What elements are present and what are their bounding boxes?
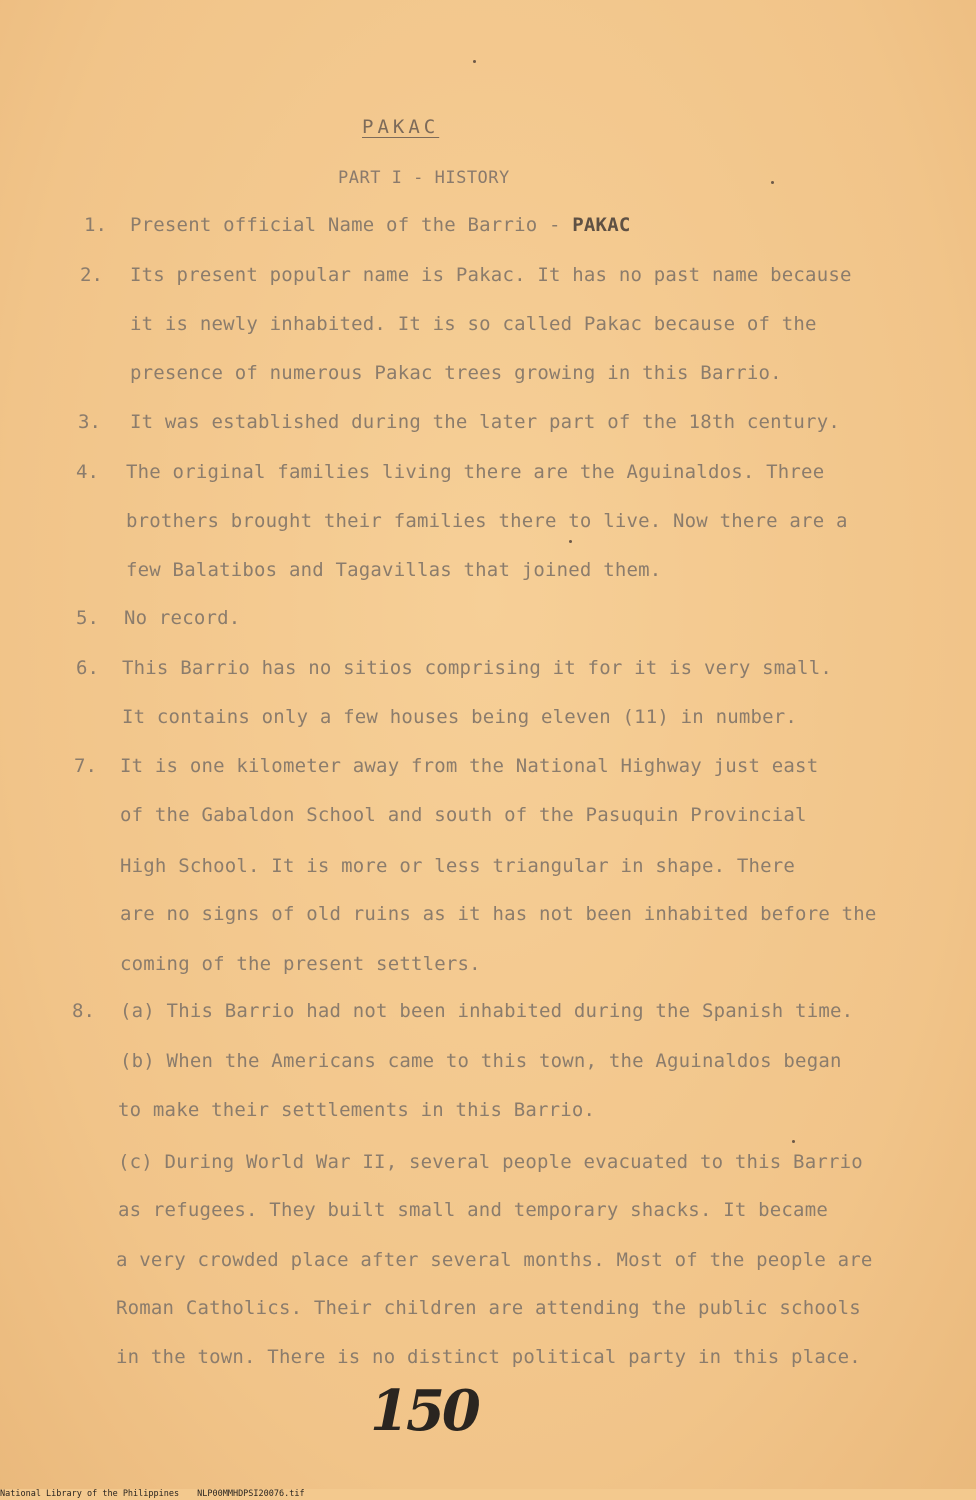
item-number: 1. [84, 214, 107, 236]
item-line-text: Present official Name of the Barrio - [130, 214, 573, 236]
item-line: The original families living there are the Aguinaldos. Three [126, 461, 825, 483]
item-line: (a) This Barrio had not been inhabited during the Spanish time. [120, 1000, 854, 1022]
item-line: presence of numerous Pakac trees growing in this Barrio. [130, 362, 782, 384]
item-number: 3. [78, 411, 101, 433]
item-number: 6. [76, 657, 99, 679]
item-line: few Balatibos and Tagavillas that joined them. [126, 559, 662, 581]
document-title: PAKAC [362, 116, 440, 138]
item-number: 2. [80, 264, 103, 286]
item-line: coming of the present settlers. [120, 953, 481, 975]
item-line: It contains only a few houses being eleven (11) in number. [122, 706, 798, 728]
item-line: It is one kilometer away from the National Highway just east [120, 755, 819, 777]
item-line: High School. It is more or less triangular in shape. There [120, 855, 796, 877]
footer-filename: NLP00MMHDPSI20076.tif [197, 1489, 305, 1499]
item-line: (c) During World War II, several people evacuated to this Barrio [118, 1151, 863, 1173]
item-number: 8. [72, 1000, 95, 1022]
scan-footer [0, 1489, 976, 1500]
item-line: No record. [124, 607, 241, 629]
item-line: This Barrio has no sitios comprising it for it is very small. [122, 657, 832, 679]
paper-speck [473, 60, 476, 63]
item-line [130, 214, 630, 236]
item-line: brothers brought their families there to live. Now there are a [126, 510, 848, 532]
item-number: 7. [74, 755, 97, 777]
item-line: in the town. There is no distinct political party in this place. [116, 1346, 861, 1368]
page-number: 150 [370, 1378, 478, 1444]
barrio-name: PAKAC [572, 214, 631, 236]
item-line: (b) When the Americans came to this town, the Aguinaldos began [120, 1050, 842, 1072]
paper-speck [771, 181, 774, 184]
item-line: as refugees. They built small and temporary shacks. It became [118, 1199, 828, 1221]
document-subtitle: PART I - HISTORY [338, 168, 510, 188]
item-line: are no signs of old ruins as it has not been inhabited before the [120, 903, 877, 925]
paper-speck [569, 540, 572, 543]
item-number: 5. [76, 607, 99, 629]
footer-library: National Library of the Philippines [0, 1489, 180, 1499]
item-line: It was established during the later part of the 18th century. [130, 411, 840, 433]
item-line: it is newly inhabited. It is so called Pakac because of the [130, 313, 817, 335]
item-line: of the Gabaldon School and south of the Pasuquin Provincial [120, 804, 807, 826]
item-line: a very crowded place after several months. Most of the people are [116, 1249, 873, 1271]
paper-speck [792, 1140, 795, 1143]
item-number: 4. [76, 461, 99, 483]
item-line: to make their settlements in this Barrio. [118, 1099, 596, 1121]
item-line: Its present popular name is Pakac. It has no past name because [130, 264, 852, 286]
item-line: Roman Catholics. Their children are attending the public schools [116, 1297, 861, 1319]
